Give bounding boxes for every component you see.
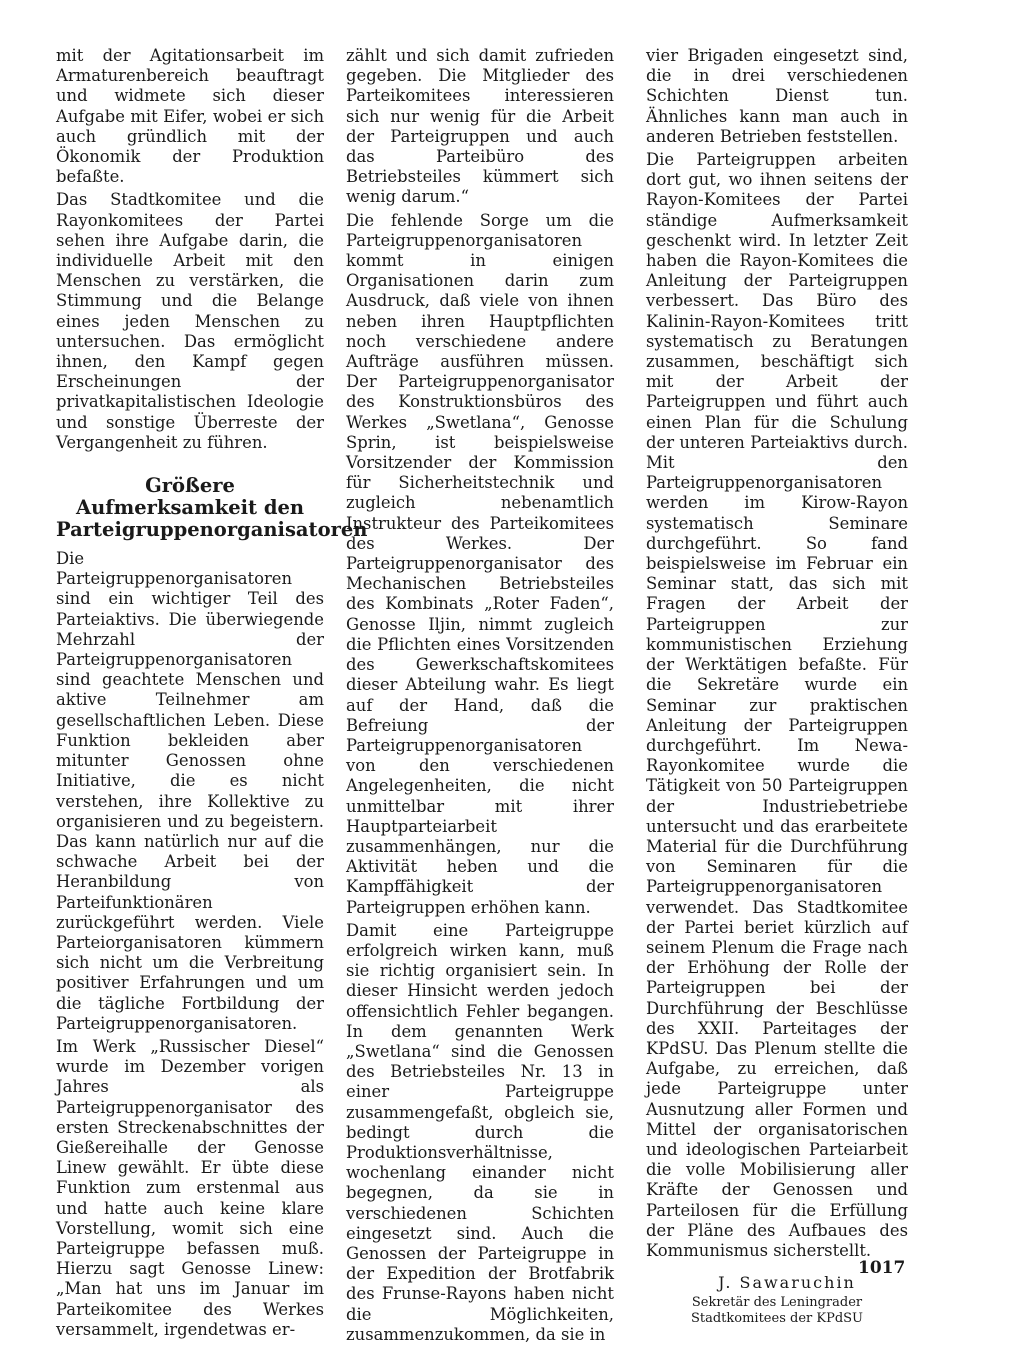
column-2 <box>346 46 614 1348</box>
author-name: J. Sawaruchin <box>718 1273 856 1293</box>
paragraph: Damit eine Parteigruppe erfolgreich wirken kann, muß sie richtig organisiert sein. In dieser Hinsicht werden jedoch offensichtlich Fehler begangen. In dem genannten Werk „Swetlana“ sind die Genossen des Betriebsteiles Nr. 13 in einer Parteigruppe zusammengefaßt, obgleich sie, bedingt durch die Produktionsverhältnisse, wochenlang einander nicht begegnen, da sie in verschiedenen Schichten eingesetzt sind. Auch die Genossen der Parteigruppe in der Expedition der Brotfabrik des Frunse-Rayons haben nicht die Möglichkeiten, zusammenzukommen, da sie in <box>346 920 614 1344</box>
paragraph: Die Parteigruppenorganisatoren sind ein wichtiger Teil des Parteiaktivs. Die überwiegende Mehrzahl der Parteigruppenorganisatoren sind geachtete Menschen und aktive Teilnehmer am gesellschaftlichen Leben. Diese Funktion bekleiden aber mitunter Genossen ohne Initiative, die es nicht verstehen, ihre Kollektive zu organisieren und zu begeistern. Das kann natürlich nur auf die schwache Arbeit bei der Heranbildung von Parteifunktionären zurückgeführt werden. Viele Parteiorganisatoren kümmern sich nicht um die Verbreitung positiver Erfahrungen und um die tägliche Fortbildung der Parteigruppenorganisatoren. <box>56 549 324 1033</box>
column-3 <box>646 46 908 1327</box>
paragraph: Im Werk „Russischer Diesel“ wurde im Dezember vorigen Jahres als Parteigruppenorganisator des ersten Streckenabschnittes der Gießereihalle der Genosse Linew gewählt. Er übte diese Funktion zum erstenmal aus und hatte auch keine klare Vorstellung, womit sich eine Parteigruppe befassen muß. Hierzu sagt Genosse Linew: „Man hat uns im Januar im Parteikomitee des Werkes versammelt, irgendetwas er- <box>56 1036 324 1339</box>
author-signature <box>646 1273 908 1327</box>
page-number: 1017 <box>858 1258 906 1278</box>
paragraph: vier Brigaden eingesetzt sind, die in drei verschiedenen Schichten Dienst tun. Ähnliches kann man auch in anderen Betrieben feststellen. <box>646 46 908 146</box>
paragraph: mit der Agitationsarbeit im Armaturenbereich beauftragt und widmete sich dieser Aufgabe mit Eifer, wobei er sich auch gründlich mit der Ökonomik der Produktion befaßte. <box>56 46 324 187</box>
author-organization: Stadtkomitees der KPdSU <box>690 1311 864 1327</box>
section-heading: Größere Aufmerksamkeit den Parteigruppenorganisatoren <box>56 474 368 542</box>
paragraph: zählt und sich damit zufrieden gegeben. Die Mitglieder des Parteikomitees interessieren sich nur wenig für die Arbeit der Parteigruppen und auch das Parteibüro des Betriebsteiles kümmert sich wenig darum.“ <box>346 46 614 207</box>
paragraph: Die Parteigruppen arbeiten dort gut, wo ihnen seitens der Rayon-Komitees der Partei ständige Aufmerksamkeit geschenkt wird. In letzter Zeit haben die Rayon-Komitees die Anleitung der Parteigruppen verbessert. Das Büro des Kalinin-Rayon-Komitees tritt systematisch zu Beratungen zusammen, beschäftigt sich mit der Arbeit der Parteigruppen und führt auch einen Plan für die Schulung der unteren Parteiaktivs durch. Mit den Parteigruppenorganisatoren werden im Kirow-Rayon systematisch Seminare durchgeführt. So fand beispielsweise im Februar ein Seminar statt, das sich mit Fragen der Arbeit der Parteigruppen zur kommunistischen Erziehung der Werktätigen befaßte. Für die Sekretäre wurde ein Seminar zur praktischen Anleitung der Parteigruppen durchgeführt. Im Newa-Rayonkomitee wurde die Tätigkeit von 50 Parteigruppen der Industriebetriebe untersucht und das erarbeitete Material für die Durchführung von Seminaren für die Parteigruppenorganisatoren verwendet. Das Stadtkomitee der Partei beriet kürzlich auf seinem Plenum die Frage nach der Erhöhung der Rolle der Parteigruppen bei der Durchführung der Beschlüsse des XXII. Parteitages der KPdSU. Das Plenum stellte die Aufgabe, zu erreichen, daß jede Parteigruppe unter Ausnutzung aller Formen und Mittel der organisatorischen und ideologischen Parteiarbeit die volle Mobilisierung aller Kräfte der Genossen und Parteilosen für die Erfüllung der Pläne des Aufbaues des Kommunismus sicherstellt. <box>646 150 908 1260</box>
paragraph: Das Stadtkomitee und die Rayonkomitees der Partei sehen ihre Aufgabe darin, die individuelle Arbeit mit den Menschen zu verstärken, die Stimmung und die Belange eines jeden Menschen zu untersuchen. Das ermöglicht ihnen, den Kampf gegen Erscheinungen der privatkapitalistischen Ideologie und sonstige Überreste der Vergangenheit zu führen. <box>56 190 324 452</box>
author-title: Sekretär des Leningrader <box>691 1295 863 1311</box>
paragraph: Die fehlende Sorge um die Parteigruppenorganisatoren kommt in einigen Organisationen darin zum Ausdruck, daß viele von ihnen neben ihren Hauptpflichten noch verschiedene andere Aufträge ausführen müssen. Der Parteigruppenorganisator des Konstruktionsbüros des Werkes „Swetlana“, Genosse Sprin, ist beispielsweise Vorsitzender der Kommission für Sicherheitstechnik und zugleich nebenamtlich Instrukteur des Parteikomitees des Werkes. Der Parteigruppenorganisator des Mechanischen Betriebsteiles des Kombinats „Roter Faden“, Genosse Iljin, nimmt zugleich die Pflichten eines Vorsitzenden des Gewerkschaftskomitees dieser Abteilung wahr. Es liegt auf der Hand, daß die Befreiung der Parteigruppenorganisatoren von den verschiedenen Angelegenheiten, die nicht unmittelbar mit ihrer Hauptparteiarbeit zusammenhängen, nur die Aktivität heben und die Kampffähigkeit der Parteigruppen erhöhen kann. <box>346 210 614 917</box>
column-1 <box>56 46 368 1343</box>
